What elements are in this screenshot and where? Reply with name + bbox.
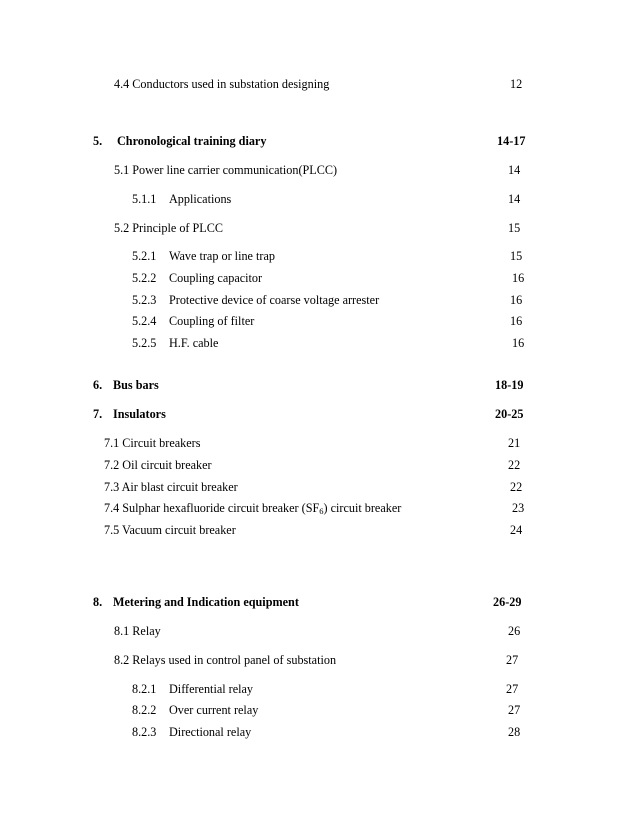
- toc-chapter-number: 8.: [93, 595, 103, 609]
- toc-entry-title: 7.1 Circuit breakers: [104, 436, 201, 450]
- toc-subentry-page: 14: [508, 192, 521, 206]
- toc-subentry-title: Wave trap or line trap: [169, 249, 275, 263]
- toc-entry: [0, 500, 638, 516]
- toc-subentry: [0, 191, 638, 207]
- toc-entry-page: 22: [508, 458, 521, 472]
- toc-subentry: [0, 335, 638, 351]
- toc-entry-page: 14: [508, 163, 521, 177]
- toc-subentry-number: 5.2.4: [132, 314, 157, 328]
- toc-subentry: [0, 681, 638, 697]
- toc-chapter-page: 18-19: [495, 378, 524, 392]
- toc-subentry-title: Applications: [169, 192, 232, 206]
- toc-subentry-page: 27: [506, 682, 519, 696]
- toc-entry: [0, 652, 638, 668]
- toc-subentry-number: 5.2.2: [132, 271, 157, 285]
- toc-chapter-number: 6.: [93, 378, 103, 392]
- toc-entry-title-suffix: ) circuit breaker: [323, 501, 402, 515]
- toc-subentry-title: Protective device of coarse voltage arrester: [169, 293, 380, 307]
- toc-entry-page: 12: [510, 77, 523, 91]
- toc-entry-title: 5.1 Power line carrier communication(PLCC): [114, 163, 338, 177]
- toc-subentry-page: 27: [508, 703, 521, 717]
- toc-subentry-title: Differential relay: [169, 682, 254, 696]
- toc-subentry: [0, 724, 638, 740]
- toc-subentry: [0, 702, 638, 718]
- toc-entry-title: 5.2 Principle of PLCC: [114, 221, 224, 235]
- toc-subentry: [0, 313, 638, 329]
- toc-entry-title: 4.4 Conductors used in substation designing: [114, 77, 330, 91]
- toc-entry: [0, 457, 638, 473]
- toc-entry: [0, 76, 638, 92]
- toc-chapter-page: 20-25: [495, 407, 524, 421]
- toc-subentry: [0, 270, 638, 286]
- toc-subentry-number: 5.2.5: [132, 336, 157, 350]
- toc-chapter-title: Bus bars: [113, 378, 159, 392]
- toc-entry-page: 21: [508, 436, 521, 450]
- toc-entry-title: 7.3 Air blast circuit breaker: [104, 480, 238, 494]
- toc-subentry-page: 15: [510, 249, 523, 263]
- toc-subentry-number: 8.2.2: [132, 703, 157, 717]
- toc-subentry-title: Over current relay: [169, 703, 259, 717]
- toc-chapter-page: 14-17: [497, 134, 526, 148]
- toc-entry: [0, 479, 638, 495]
- toc-entry-page: 26: [508, 624, 521, 638]
- toc-entry-title: 8.1 Relay: [114, 624, 161, 638]
- toc-entry-page: 24: [510, 523, 523, 537]
- toc-subentry-page: 16: [510, 293, 523, 307]
- toc-subentry-page: 16: [512, 271, 525, 285]
- toc-subentry-number: 5.2.3: [132, 293, 157, 307]
- toc-subentry-number: 5.2.1: [132, 249, 157, 263]
- toc-entry-title-text: 7.4 Sulphar hexafluoride circuit breaker (SF: [104, 501, 320, 515]
- toc-subentry-number: 8.2.3: [132, 725, 157, 739]
- toc-subentry-page: 16: [512, 336, 525, 350]
- toc-entry-title: 7.5 Vacuum circuit breaker: [104, 523, 236, 537]
- toc-entry-title: [104, 500, 401, 516]
- toc-subentry: [0, 292, 638, 308]
- toc-subentry-title: Coupling of filter: [169, 314, 255, 328]
- toc-chapter: [0, 377, 638, 393]
- toc-chapter: [0, 406, 638, 422]
- sf6-subscript: 6: [319, 506, 324, 516]
- toc-subentry-number: 8.2.1: [132, 682, 157, 696]
- toc-subentry-page: 28: [508, 725, 521, 739]
- toc-subentry-title: Directional relay: [169, 725, 252, 739]
- toc-chapter-title: Metering and Indication equipment: [113, 595, 299, 609]
- toc-entry-page: 23: [512, 501, 525, 515]
- toc-entry-title: 8.2 Relays used in control panel of substation: [114, 653, 337, 667]
- toc-entry-page: 22: [510, 480, 523, 494]
- toc-entry-page: 15: [508, 221, 521, 235]
- toc-subentry: [0, 248, 638, 264]
- toc-entry: [0, 220, 638, 236]
- toc-chapter: [0, 594, 638, 610]
- toc-chapter-number: 7.: [93, 407, 103, 421]
- toc-entry: [0, 522, 638, 538]
- toc-subentry-page: 16: [510, 314, 523, 328]
- toc-entry: [0, 162, 638, 178]
- toc-entry-page: 27: [506, 653, 519, 667]
- toc-chapter-number: 5.: [93, 134, 103, 148]
- toc-entry: [0, 435, 638, 451]
- toc-subentry-title: Coupling capacitor: [169, 271, 263, 285]
- toc-chapter-title: Insulators: [113, 407, 166, 421]
- toc-subentry-title: H.F. cable: [169, 336, 219, 350]
- toc-chapter-title: Chronological training diary: [117, 134, 267, 148]
- toc-entry-title: 7.2 Oil circuit breaker: [104, 458, 212, 472]
- toc-subentry-number: 5.1.1: [132, 192, 157, 206]
- toc-chapter-page: 26-29: [493, 595, 522, 609]
- toc-chapter: [0, 133, 638, 149]
- toc-entry: [0, 623, 638, 639]
